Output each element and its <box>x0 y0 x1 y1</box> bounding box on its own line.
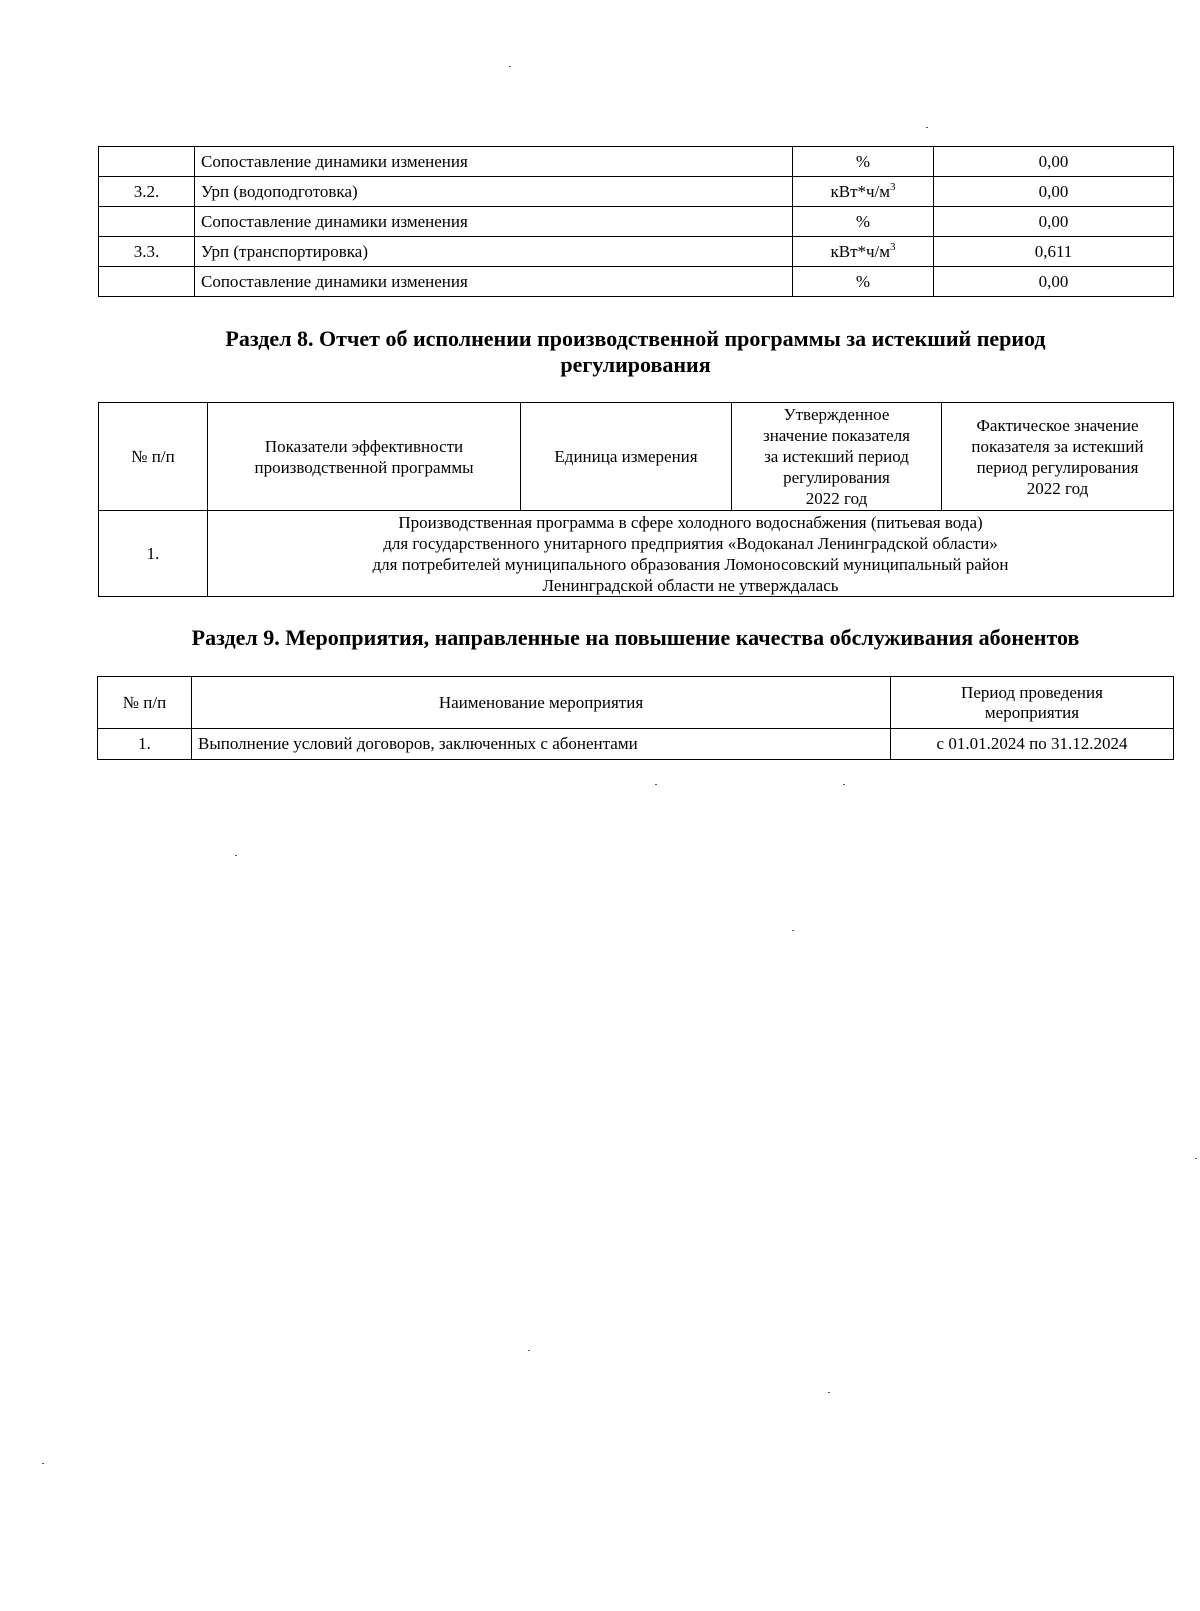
column-header-number: № п/п <box>99 403 208 511</box>
indicator-name: Сопоставление динамики изменения <box>195 267 793 297</box>
unit-text: % <box>855 211 871 231</box>
scan-speck <box>843 784 845 785</box>
table-header-row <box>98 677 1174 729</box>
table-row <box>99 147 1174 177</box>
measure-period: с 01.01.2024 по 31.12.2024 <box>891 729 1174 760</box>
unit-superscript: 3 <box>890 180 896 193</box>
scan-speck <box>509 66 511 67</box>
header-line: регулирования <box>783 468 890 487</box>
unit-superscript: 3 <box>890 240 896 253</box>
unit-cell <box>793 237 934 267</box>
unit-cell <box>793 267 934 297</box>
row-number: 3.3. <box>99 237 195 267</box>
value-cell: 0,611 <box>934 237 1174 267</box>
unit-text: кВт*ч/м <box>830 241 891 261</box>
scan-speck <box>235 855 237 856</box>
value-cell: 0,00 <box>934 147 1174 177</box>
unit-text: кВт*ч/м <box>830 181 891 201</box>
value-cell: 0,00 <box>934 207 1174 237</box>
column-header-actual <box>942 403 1174 511</box>
section-9-table <box>97 676 1174 760</box>
program-note <box>208 511 1174 597</box>
measure-name: Выполнение условий договоров, заключенных с абонентами <box>192 729 891 760</box>
header-line: 2022 год <box>805 489 868 508</box>
indicator-name: Сопоставление динамики изменения <box>195 147 793 177</box>
table-row <box>99 237 1174 267</box>
column-header-indicators <box>208 403 521 511</box>
row-number <box>99 147 195 177</box>
row-number <box>99 267 195 297</box>
scan-speck <box>42 1463 44 1464</box>
table-row <box>99 511 1174 597</box>
section-8-heading-line: регулирования <box>560 352 711 377</box>
section-8-table <box>98 402 1174 597</box>
column-header-period <box>891 677 1174 729</box>
scan-speck <box>792 930 794 931</box>
column-header-approved <box>732 403 942 511</box>
header-line: показателя за истекший <box>971 436 1144 456</box>
header-line: значение показателя <box>762 426 910 445</box>
column-header-unit: Единица измерения <box>521 403 732 511</box>
header-line: Показатели эффективности <box>264 436 464 456</box>
scan-speck <box>828 1392 830 1393</box>
unit-cell <box>793 177 934 207</box>
header-line: период регулирования <box>976 457 1139 477</box>
unit-cell <box>793 147 934 177</box>
section-9-heading-line: Раздел 9. Мероприятия, направленные на повышение качества обслуживания абонентов <box>191 625 1080 650</box>
row-number: 1. <box>98 729 192 760</box>
indicator-name: Сопоставление динамики изменения <box>195 207 793 237</box>
header-line: за истекший период <box>764 447 909 466</box>
header-line: Утвержденное <box>783 405 890 424</box>
table-row <box>98 729 1174 760</box>
note-line: Ленинградской области не утверждалась <box>542 575 839 595</box>
value-cell: 0,00 <box>934 267 1174 297</box>
scan-speck <box>528 1350 530 1351</box>
note-line: Производственная программа в сфере холодного водоснабжения (питьевая вода) <box>398 512 983 532</box>
unit-text: % <box>855 271 871 291</box>
indicator-name: Урп (водоподготовка) <box>195 177 793 207</box>
scan-speck <box>1195 1158 1197 1159</box>
header-line: производственной программы <box>254 457 474 477</box>
unit-text: % <box>855 151 871 171</box>
table-row <box>99 267 1174 297</box>
table-header-row <box>99 403 1174 511</box>
column-header-number: № п/п <box>98 677 192 729</box>
row-number: 1. <box>99 511 208 597</box>
scan-speck <box>926 127 928 128</box>
indicator-name: Урп (транспортировка) <box>195 237 793 267</box>
row-number <box>99 207 195 237</box>
section-9-heading <box>98 625 1173 651</box>
header-line: Период проведения <box>961 682 1103 702</box>
scan-speck <box>655 784 657 785</box>
column-header-name: Наименование мероприятия <box>192 677 891 729</box>
table-row <box>99 207 1174 237</box>
row-number: 3.2. <box>99 177 195 207</box>
note-line: для государственного унитарного предприятия «Водоканал Ленинградской области» <box>383 533 998 553</box>
section-8-heading <box>98 326 1173 378</box>
unit-cell <box>793 207 934 237</box>
header-line: 2022 год <box>1026 478 1089 498</box>
header-line: мероприятия <box>984 702 1080 722</box>
indicators-continuation-table <box>98 146 1174 297</box>
header-line: Фактическое значение <box>976 415 1139 435</box>
section-8-heading-line: Раздел 8. Отчет об исполнении производственной программы за истекший период <box>225 326 1046 351</box>
value-cell: 0,00 <box>934 177 1174 207</box>
table-row <box>99 177 1174 207</box>
note-line: для потребителей муниципального образования Ломоносовский муниципальный район <box>372 554 1009 574</box>
